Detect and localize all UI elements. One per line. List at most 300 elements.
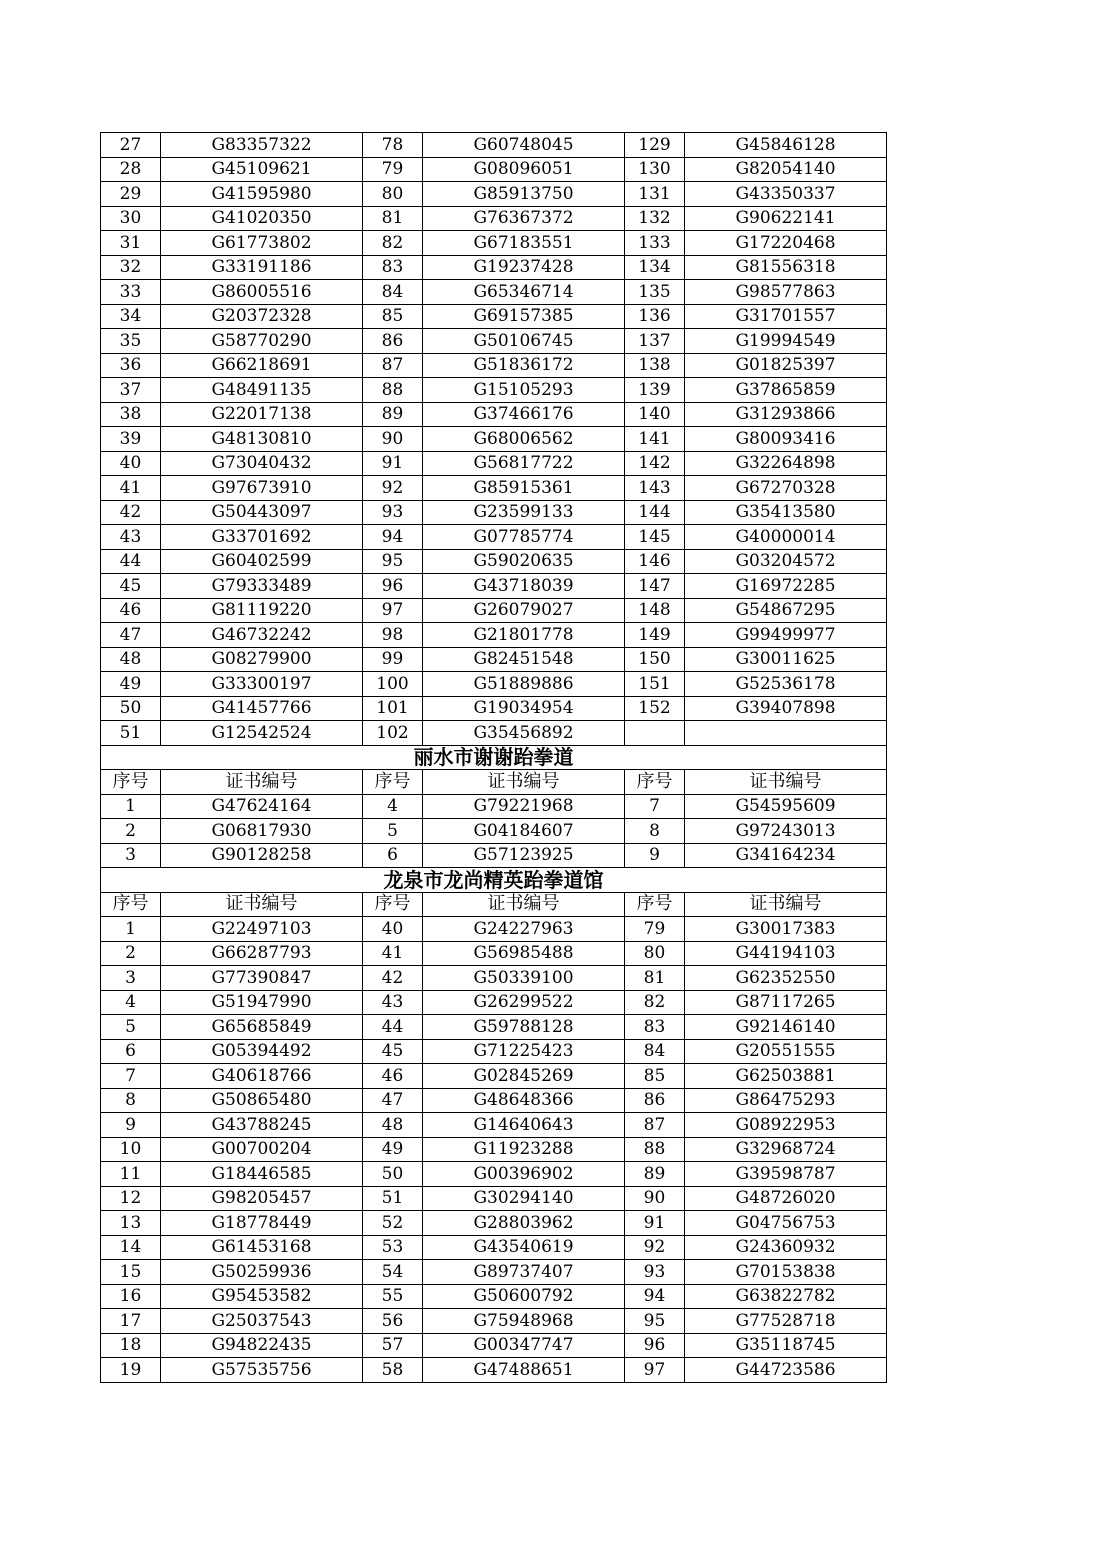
seq-cell: 78 (363, 133, 423, 158)
table-row (101, 966, 887, 991)
table-row (101, 819, 887, 844)
cert-no-cell: G44723586 (685, 1358, 887, 1383)
cert-no-cell: G02845269 (423, 1064, 625, 1089)
seq-cell: 1 (101, 917, 161, 942)
seq-cell: 3 (101, 966, 161, 991)
seq-cell: 3 (101, 843, 161, 868)
cert-no-cell: G08279900 (161, 647, 363, 672)
cert-no-cell: G51836172 (423, 353, 625, 378)
cert-no-cell: G82451548 (423, 647, 625, 672)
cert-no-cell: G20372328 (161, 304, 363, 329)
cert-no-cell: G25037543 (161, 1309, 363, 1334)
seq-cell: 39 (101, 427, 161, 452)
cert-no-cell: G43350337 (685, 182, 887, 207)
seq-cell: 97 (363, 598, 423, 623)
cert-no-cell: G90128258 (161, 843, 363, 868)
seq-cell: 146 (625, 549, 685, 574)
cert-no-cell: G69157385 (423, 304, 625, 329)
table-row (101, 623, 887, 648)
seq-cell: 2 (101, 819, 161, 844)
cert-no-cell: G07785774 (423, 525, 625, 550)
cert-no-cell: G66218691 (161, 353, 363, 378)
seq-cell: 33 (101, 280, 161, 305)
seq-cell: 93 (625, 1260, 685, 1285)
seq-cell: 35 (101, 329, 161, 354)
cert-no-cell: G73040432 (161, 451, 363, 476)
header-cert-no: 证书编号 (423, 892, 625, 917)
seq-cell: 84 (363, 280, 423, 305)
seq-cell: 10 (101, 1137, 161, 1162)
seq-cell: 83 (363, 255, 423, 280)
seq-cell: 36 (101, 353, 161, 378)
cert-no-cell: G19237428 (423, 255, 625, 280)
seq-cell: 1 (101, 794, 161, 819)
header-cert-no: 证书编号 (685, 770, 887, 795)
seq-cell: 50 (101, 696, 161, 721)
cert-no-cell: G80093416 (685, 427, 887, 452)
cert-no-cell: G90622141 (685, 206, 887, 231)
seq-cell: 82 (363, 231, 423, 256)
cert-no-cell: G33701692 (161, 525, 363, 550)
seq-cell: 41 (363, 941, 423, 966)
cert-no-cell: G48648366 (423, 1088, 625, 1113)
cert-no-cell: G71225423 (423, 1039, 625, 1064)
table-row (101, 917, 887, 942)
table-row (101, 206, 887, 231)
cert-no-cell: G33300197 (161, 672, 363, 697)
table-row (101, 280, 887, 305)
seq-cell: 94 (363, 525, 423, 550)
table-row (101, 1088, 887, 1113)
seq-cell: 45 (363, 1039, 423, 1064)
seq-cell: 30 (101, 206, 161, 231)
seq-cell: 28 (101, 157, 161, 182)
seq-cell: 80 (625, 941, 685, 966)
table-row (101, 1162, 887, 1187)
seq-cell: 40 (101, 451, 161, 476)
seq-cell: 38 (101, 402, 161, 427)
cert-no-cell: G48726020 (685, 1186, 887, 1211)
table-row (101, 304, 887, 329)
section-title: 丽水市谢谢跆拳道 (101, 745, 887, 770)
table-row (101, 1015, 887, 1040)
seq-cell: 45 (101, 574, 161, 599)
cert-no-cell: G45846128 (685, 133, 887, 158)
cert-no-cell: G77528718 (685, 1309, 887, 1334)
table-row (101, 1235, 887, 1260)
seq-cell: 27 (101, 133, 161, 158)
seq-cell: 37 (101, 378, 161, 403)
cert-no-cell: G26079027 (423, 598, 625, 623)
cert-no-cell: G81119220 (161, 598, 363, 623)
seq-cell: 132 (625, 206, 685, 231)
cert-no-cell: G66287793 (161, 941, 363, 966)
seq-cell: 4 (101, 990, 161, 1015)
cert-no-cell: G06817930 (161, 819, 363, 844)
cert-no-cell: G79333489 (161, 574, 363, 599)
seq-cell: 54 (363, 1260, 423, 1285)
cert-no-cell: G59788128 (423, 1015, 625, 1040)
cert-no-cell: G43540619 (423, 1235, 625, 1260)
cert-no-cell: G50339100 (423, 966, 625, 991)
cert-no-cell: G41457766 (161, 696, 363, 721)
seq-cell: 85 (363, 304, 423, 329)
table-row (101, 1064, 887, 1089)
seq-cell: 40 (363, 917, 423, 942)
seq-cell: 9 (101, 1113, 161, 1138)
cert-no-cell: G32264898 (685, 451, 887, 476)
table-row (101, 574, 887, 599)
seq-cell: 100 (363, 672, 423, 697)
cert-no-cell: G14640643 (423, 1113, 625, 1138)
seq-cell: 98 (363, 623, 423, 648)
seq-cell: 145 (625, 525, 685, 550)
cert-no-cell: G41020350 (161, 206, 363, 231)
cert-no-cell: G50443097 (161, 500, 363, 525)
seq-cell: 129 (625, 133, 685, 158)
cert-no-cell: G62503881 (685, 1064, 887, 1089)
seq-cell: 95 (363, 549, 423, 574)
cert-no-cell: G35456892 (423, 721, 625, 746)
cert-no-cell: G79221968 (423, 794, 625, 819)
seq-cell: 8 (101, 1088, 161, 1113)
table-row (101, 451, 887, 476)
table-row (101, 672, 887, 697)
seq-cell: 89 (363, 402, 423, 427)
cert-no-cell: G86475293 (685, 1088, 887, 1113)
table-row (101, 990, 887, 1015)
cert-no-cell: G56985488 (423, 941, 625, 966)
seq-cell: 94 (625, 1284, 685, 1309)
header-seq: 序号 (101, 770, 161, 795)
seq-cell: 43 (363, 990, 423, 1015)
seq-cell: 51 (101, 721, 161, 746)
seq-cell: 48 (101, 647, 161, 672)
cert-no-cell: G40000014 (685, 525, 887, 550)
seq-cell: 50 (363, 1162, 423, 1187)
cert-no-cell: G50600792 (423, 1284, 625, 1309)
header-cert-no: 证书编号 (161, 770, 363, 795)
seq-cell: 80 (363, 182, 423, 207)
seq-cell: 8 (625, 819, 685, 844)
seq-cell: 6 (101, 1039, 161, 1064)
table-row (101, 1284, 887, 1309)
seq-cell: 138 (625, 353, 685, 378)
cert-no-cell: G95453582 (161, 1284, 363, 1309)
cert-no-cell: G04756753 (685, 1211, 887, 1236)
cert-no-cell: G63822782 (685, 1284, 887, 1309)
seq-cell: 56 (363, 1309, 423, 1334)
seq-cell: 57 (363, 1333, 423, 1358)
seq-cell: 44 (363, 1015, 423, 1040)
cert-no-cell: G45109621 (161, 157, 363, 182)
cert-no-cell: G60402599 (161, 549, 363, 574)
cert-no-cell: G61453168 (161, 1235, 363, 1260)
seq-cell: 91 (625, 1211, 685, 1236)
seq-cell: 150 (625, 647, 685, 672)
cert-no-cell: G82054140 (685, 157, 887, 182)
seq-cell: 142 (625, 451, 685, 476)
table-row (101, 1039, 887, 1064)
cert-no-cell: G43788245 (161, 1113, 363, 1138)
seq-cell: 101 (363, 696, 423, 721)
cert-no-cell: G43718039 (423, 574, 625, 599)
cert-no-cell: G99499977 (685, 623, 887, 648)
cert-no-cell: G48130810 (161, 427, 363, 452)
seq-cell: 143 (625, 476, 685, 501)
cert-no-cell: G00700204 (161, 1137, 363, 1162)
seq-cell: 55 (363, 1284, 423, 1309)
seq-cell: 49 (363, 1137, 423, 1162)
seq-cell: 90 (363, 427, 423, 452)
section-title-row (101, 745, 887, 770)
table-row (101, 549, 887, 574)
cert-no-cell: G33191186 (161, 255, 363, 280)
seq-cell: 141 (625, 427, 685, 452)
seq-cell: 17 (101, 1309, 161, 1334)
cert-no-cell: G98577863 (685, 280, 887, 305)
table-row (101, 427, 887, 452)
cert-no-cell: G60748045 (423, 133, 625, 158)
cert-no-cell: G37466176 (423, 402, 625, 427)
cert-no-cell: G50259936 (161, 1260, 363, 1285)
cert-no-cell: G17220468 (685, 231, 887, 256)
seq-cell: 137 (625, 329, 685, 354)
table-row (101, 721, 887, 746)
column-header-row (101, 770, 887, 795)
table-row (101, 476, 887, 501)
seq-cell: 19 (101, 1358, 161, 1383)
seq-cell: 53 (363, 1235, 423, 1260)
cert-no-cell: G57535756 (161, 1358, 363, 1383)
cert-no-cell: G39598787 (685, 1162, 887, 1187)
seq-cell: 7 (101, 1064, 161, 1089)
cert-no-cell: G50865480 (161, 1088, 363, 1113)
cert-no-cell: G31293866 (685, 402, 887, 427)
seq-cell: 131 (625, 182, 685, 207)
cert-no-cell: G30011625 (685, 647, 887, 672)
seq-cell: 47 (363, 1088, 423, 1113)
seq-cell: 151 (625, 672, 685, 697)
cert-no-cell: G52536178 (685, 672, 887, 697)
seq-cell: 29 (101, 182, 161, 207)
seq-cell: 92 (625, 1235, 685, 1260)
cert-no-cell: G85913750 (423, 182, 625, 207)
seq-cell: 95 (625, 1309, 685, 1334)
cert-no-cell: G89737407 (423, 1260, 625, 1285)
cert-no-cell: G67270328 (685, 476, 887, 501)
seq-cell: 135 (625, 280, 685, 305)
cert-no-cell: G31701557 (685, 304, 887, 329)
cert-no-cell: G51947990 (161, 990, 363, 1015)
header-seq: 序号 (101, 892, 161, 917)
seq-cell: 140 (625, 402, 685, 427)
cert-no-cell: G97673910 (161, 476, 363, 501)
header-cert-no: 证书编号 (161, 892, 363, 917)
seq-cell: 86 (363, 329, 423, 354)
seq-cell: 4 (363, 794, 423, 819)
section-title: 龙泉市龙尚精英跆拳道馆 (101, 868, 887, 893)
cert-no-cell: G35118745 (685, 1333, 887, 1358)
cert-no-cell: G19034954 (423, 696, 625, 721)
seq-cell: 48 (363, 1113, 423, 1138)
table-row (101, 157, 887, 182)
seq-cell: 47 (101, 623, 161, 648)
cert-no-cell: G48491135 (161, 378, 363, 403)
table-row (101, 378, 887, 403)
cert-no-cell: G98205457 (161, 1186, 363, 1211)
seq-cell: 130 (625, 157, 685, 182)
seq-cell: 148 (625, 598, 685, 623)
seq-cell: 44 (101, 549, 161, 574)
seq-cell: 9 (625, 843, 685, 868)
seq-cell: 51 (363, 1186, 423, 1211)
seq-cell: 52 (363, 1211, 423, 1236)
seq-cell: 58 (363, 1358, 423, 1383)
cert-no-cell: G83357322 (161, 133, 363, 158)
header-cert-no: 证书编号 (685, 892, 887, 917)
seq-cell: 7 (625, 794, 685, 819)
cert-no-cell: G50106745 (423, 329, 625, 354)
cert-no-cell: G46732242 (161, 623, 363, 648)
cert-no-cell: G21801778 (423, 623, 625, 648)
table-row (101, 1260, 887, 1285)
cert-no-cell: G40618766 (161, 1064, 363, 1089)
seq-cell: 87 (625, 1113, 685, 1138)
cert-no-cell: G16972285 (685, 574, 887, 599)
seq-cell: 6 (363, 843, 423, 868)
cert-no-cell: G86005516 (161, 280, 363, 305)
seq-cell: 91 (363, 451, 423, 476)
cert-no-cell: G77390847 (161, 966, 363, 991)
seq-cell: 16 (101, 1284, 161, 1309)
seq-cell: 96 (625, 1333, 685, 1358)
cert-no-cell: G68006562 (423, 427, 625, 452)
cert-no-cell: G62352550 (685, 966, 887, 991)
cert-no-cell: G87117265 (685, 990, 887, 1015)
table-row (101, 133, 887, 158)
cert-no-cell: G24227963 (423, 917, 625, 942)
seq-cell: 34 (101, 304, 161, 329)
table-row (101, 525, 887, 550)
cert-no-cell: G12542524 (161, 721, 363, 746)
seq-cell: 5 (101, 1015, 161, 1040)
cert-no-cell: G97243013 (685, 819, 887, 844)
table-row (101, 843, 887, 868)
table-row (101, 1333, 887, 1358)
table-row (101, 696, 887, 721)
seq-cell: 42 (101, 500, 161, 525)
seq-cell: 152 (625, 696, 685, 721)
cert-no-cell: G92146140 (685, 1015, 887, 1040)
table-row (101, 1309, 887, 1334)
header-seq: 序号 (363, 770, 423, 795)
seq-cell: 13 (101, 1211, 161, 1236)
seq-cell: 42 (363, 966, 423, 991)
cert-no-cell: G22497103 (161, 917, 363, 942)
table-row (101, 500, 887, 525)
cert-no-cell: G18778449 (161, 1211, 363, 1236)
cert-no-cell: G32968724 (685, 1137, 887, 1162)
cert-no-cell: G26299522 (423, 990, 625, 1015)
cert-no-cell: G51889886 (423, 672, 625, 697)
seq-cell: 12 (101, 1186, 161, 1211)
table-row (101, 353, 887, 378)
seq-cell: 84 (625, 1039, 685, 1064)
table-row (101, 1211, 887, 1236)
cert-no-cell: G47488651 (423, 1358, 625, 1383)
seq-cell: 93 (363, 500, 423, 525)
cert-no-cell: G08096051 (423, 157, 625, 182)
seq-cell: 136 (625, 304, 685, 329)
seq-cell: 92 (363, 476, 423, 501)
seq-cell: 79 (625, 917, 685, 942)
cert-no-cell: G30017383 (685, 917, 887, 942)
table-row (101, 182, 887, 207)
table-row (101, 329, 887, 354)
cert-no-cell: G58770290 (161, 329, 363, 354)
seq-cell: 96 (363, 574, 423, 599)
seq-cell: 49 (101, 672, 161, 697)
cert-no-cell: G75948968 (423, 1309, 625, 1334)
table-row (101, 647, 887, 672)
seq-cell: 134 (625, 255, 685, 280)
cert-no-cell: G00347747 (423, 1333, 625, 1358)
table-row (101, 1186, 887, 1211)
table-row (101, 255, 887, 280)
seq-cell: 85 (625, 1064, 685, 1089)
cert-no-cell: G61773802 (161, 231, 363, 256)
cert-no-cell: G76367372 (423, 206, 625, 231)
cert-no-cell: G85915361 (423, 476, 625, 501)
certificate-table-body (101, 133, 887, 1383)
cert-no-cell: G59020635 (423, 549, 625, 574)
cert-no-cell: G19994549 (685, 329, 887, 354)
seq-cell: 83 (625, 1015, 685, 1040)
seq-cell: 11 (101, 1162, 161, 1187)
seq-cell: 149 (625, 623, 685, 648)
cert-no-cell: G00396902 (423, 1162, 625, 1187)
cert-no-cell: G20551555 (685, 1039, 887, 1064)
seq-cell: 133 (625, 231, 685, 256)
seq-cell: 41 (101, 476, 161, 501)
seq-cell: 89 (625, 1162, 685, 1187)
cert-no-cell: G94822435 (161, 1333, 363, 1358)
seq-cell: 81 (625, 966, 685, 991)
seq-cell: 144 (625, 500, 685, 525)
cert-no-cell: G34164234 (685, 843, 887, 868)
cert-no-cell: G65346714 (423, 280, 625, 305)
cert-no-cell: G23599133 (423, 500, 625, 525)
cert-no-cell: G03204572 (685, 549, 887, 574)
seq-cell: 88 (625, 1137, 685, 1162)
header-seq: 序号 (625, 892, 685, 917)
table-row (101, 1113, 887, 1138)
cert-no-cell: G37865859 (685, 378, 887, 403)
cert-no-cell: G22017138 (161, 402, 363, 427)
seq-cell: 46 (363, 1064, 423, 1089)
cert-no-cell: G08922953 (685, 1113, 887, 1138)
header-cert-no: 证书编号 (423, 770, 625, 795)
cert-no-cell: G01825397 (685, 353, 887, 378)
cert-no-cell (685, 721, 887, 746)
cert-no-cell: G81556318 (685, 255, 887, 280)
cert-no-cell: G04184607 (423, 819, 625, 844)
seq-cell: 82 (625, 990, 685, 1015)
cert-no-cell: G30294140 (423, 1186, 625, 1211)
cert-no-cell: G57123925 (423, 843, 625, 868)
cert-no-cell: G56817722 (423, 451, 625, 476)
